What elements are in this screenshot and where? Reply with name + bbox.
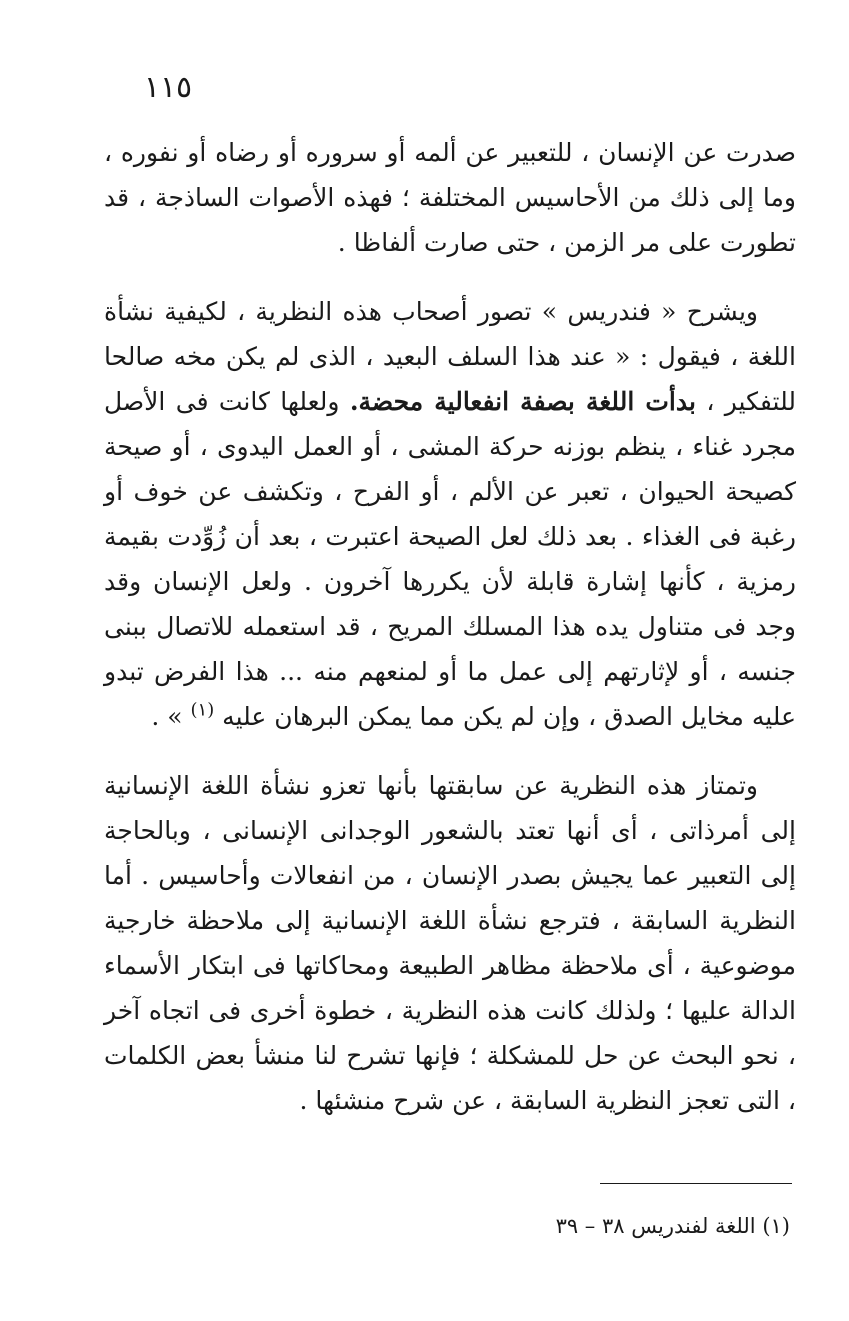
paragraph-3: وتمتاز هذه النظرية عن سابقتها بأنها تعزو نشأة اللغة الإنسانية إلى أمرذاتى ، أى أنها تعتد بالشعور الوجدانى الإنسانى ، وبالحاجة إلى التعبير عما يجيش بصدر الإنسان ، من انفعالات وأحاسيس . أما النظرية السابقة ، فترجع نشأة اللغة الإنسانية إلى ملاحظة خارجية موضوعية ، أى ملاحظة مظاهر الطبيعة ومحاكاتها فى ابتكار الأسماء الدالة عليها ؛ ولذلك كانت هذه النظرية ، خطوة أخرى فى اتجاه آخر ، نحو البحث عن حل للمشكلة ؛ فإنها تشرح لنا منشأ بعض الكلمات ، التى تعجز النظرية السابقة ، عن شرح منشئها . — [104, 771, 796, 1115]
paragraph-2-text-before: ويشرح « فندريس » تصور أصحاب هذه النظرية ، لكيفية نشأة اللغة ، فيقول : « عند هذا السلف البعيد ، الذى لم يكن مخه صالحا للتفكير ، — [104, 297, 796, 416]
paragraph-2 — [104, 289, 796, 739]
page-number: ١١٥ — [143, 70, 193, 105]
body-text — [104, 130, 796, 1123]
footnote — [420, 1212, 790, 1240]
paragraph-2-closing: » . — [151, 702, 191, 731]
footnote-marker: (١) — [762, 1214, 790, 1238]
paragraph-1: صدرت عن الإنسان ، للتعبير عن ألمه أو سروره أو رضاه أو نفوره ، وما إلى ذلك من الأحاسيس المختلفة ؛ فهذه الأصوات الساذجة ، قد تطورت على مر الزمن ، حتى صارت ألفاظا . — [104, 138, 796, 257]
footnote-text: اللغة لفندريس ٣٨ – ٣٩ — [555, 1214, 756, 1238]
paragraph-2-text-after: ولعلها كانت فى الأصل مجرد غناء ، ينظم بوزنه حركة المشى ، أو العمل اليدوى ، أو صيحة كصيحة الحيوان ، تعبر عن الألم ، أو الفرح ، وتكشف عن خوف أو رغبة فى الغذاء . بعد ذلك لعل الصيحة اعتبرت ، بعد أن زُوِّدت بقيمة رمزية ، كأنها إشارة قابلة لأن يكررها آخرون . ولعل الإنسان وقد وجد فى متناول يده هذا المسلك المريح ، قد استعمله للاتصال ببنى جنسه ، أو لإثارتهم إلى عمل ما أو لمنعهم منه ... هذا الفرض تبدو عليه مخايل الصدق ، وإن لم يكن مما يمكن البرهان عليه — [104, 387, 796, 731]
paragraph-2-bold-text: بدأت اللغة بصفة انفعالية محضة. — [349, 387, 696, 416]
footnote-reference: (١) — [190, 699, 215, 721]
footnote-divider — [600, 1183, 792, 1184]
